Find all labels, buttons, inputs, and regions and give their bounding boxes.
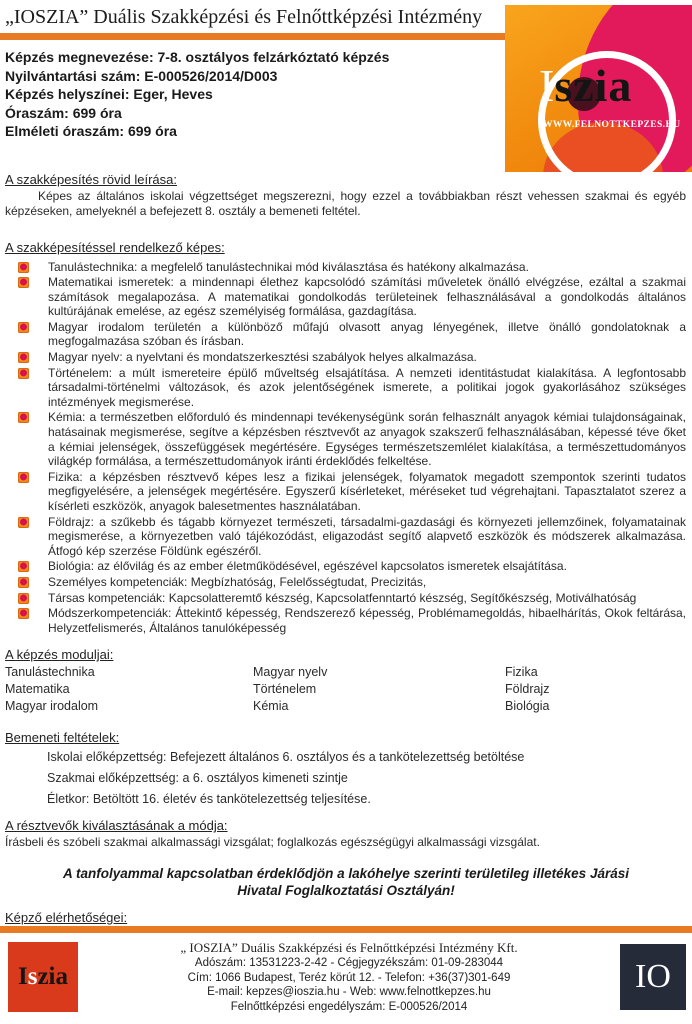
list-item [18,275,686,319]
selection-method-text: Írásbeli és szóbeli szakmai alkalmassági vizsgálat; foglalkozás egészségügyi alkalmassági vizsgálat. [5,835,540,850]
competence-list [0,260,692,636]
footer-licence-line: Felnőttképzési engedélyszám: E-000526/2014 [230,1001,468,1014]
list-item [18,366,686,410]
theory-hours-line: Elméleti óraszám: 699 óra [5,123,177,139]
module-column [505,664,692,715]
ioszia-bullet-icon [18,577,29,588]
list-item [18,470,686,514]
ioszia-bullet-icon [18,352,29,363]
footer-ioszia-logo [8,942,78,1012]
competence-text: Fizika: a képzésben résztvevő képes lesz a fizikai jelenségek, folyamatok megadott szempontok szerinti tudatos megfigyelésére, a jelenségek megértésére. Egyszerű kísérleteket, méréseket tud végrehajtani. Tapasztalatot szerez a kísérleti eszközök, anyagok balesetmentes használatában. [48,469,686,513]
section-heading-competences: A szakképesítéssel rendelkező képes: [5,239,225,255]
footer-text-block [78,940,620,1015]
list-item [18,575,686,590]
list-item [18,591,686,606]
competence-text: Kémia: a természetben előforduló és mindennapi tevékenységünk során felhasznált anyagok kémiai tulajdonságainak, hatásainak megismerése, segítve a képzésben résztvevőt az anyagok szakszerű felhasználásában, képessé téve őket a kémiai jelenségek, összefüggések megértésére. Egységes természetszemlélet kialakítása, a természettudományos világkép formálása, a természettudományok iránti érdeklődés felkeltése. [48,410,686,469]
ioszia-bullet-icon [18,517,29,528]
ioszia-bullet-icon [18,412,29,423]
course-info-block [5,48,485,141]
module-item: Kémia [253,699,289,714]
section-heading-selection: A résztvevők kiválasztásának a módja: [5,818,228,834]
ioszia-bullet-icon [18,608,29,619]
section-heading-contact: Képző elérhetőségei: [5,909,128,925]
footer-io-logo: IO [620,944,686,1010]
ioszia-bullet-icon [18,472,29,483]
competence-text: Matematikai ismeretek: a mindennapi élethez kapcsolódó számítási műveletek önálló elvégzése, ezáltal a szakmai számítások megalapozása. A matematikai gondolkodás területeinek felhasználásával a gondolkodás általános kultúrájának emelése, az egész személyiség formálása, gazdagítása. [48,275,686,319]
hours-line: Óraszám: 699 óra [5,104,122,121]
module-item: Földrajz [505,682,550,697]
course-name-line: Képzés megnevezése: 7-8. osztályos felzárkóztató képzés [5,49,390,65]
list-item [18,350,686,365]
list-item [18,410,686,468]
competence-text: Társas kompetenciák: Kapcsolatteremtő készség, Kapcsolatfenntartó készség, Segítőkészség, Motiválhatóság [48,590,637,605]
page-title: „IOSZIA” Duális Szakképzési és Felnőttképzési Intézmény [5,6,483,28]
module-item: Biológia [505,699,550,714]
list-item [18,606,686,635]
short-description-text: Képes az általános iskolai végzettséget megszerezni, hogy ezzel a továbbiakban részt vehessen szakmai és egyéb képzéseken, amelyeknél a befejezett 8. osztály a bemeneti feltétel. [5,188,686,218]
logo-wordmark-szia: szia [554,60,633,111]
district-office-notice: A tanfolyammal kapcsolatban érdeklődjön a lakóhelye szerinti területileg illetékes Járási Hivatal Foglalkoztatási Osztályán! [63,865,629,899]
logo-wordmark-i: I [539,60,555,111]
section-heading-entry-conditions: Bemeneti feltételek: [5,730,120,746]
list-item [18,515,686,559]
entry-condition-professional: Szakmai előképzettség: a 6. osztályos kimeneti szintje [47,771,348,786]
competence-text: Módszerkompetenciák: Áttekintő képesség, Rendszerező képesség, Problémamegoldás, hibaelhárítás, Okok feltárása, Helyzetfelismerés, Általános tanulóképesség [48,606,686,635]
competence-text: Magyar nyelv: a nyelvtani és mondatszerkesztési szabályok helyes alkalmazása. [48,350,477,365]
ioszia-bullet-icon [18,277,29,288]
module-item: Matematika [5,682,70,697]
footer-content [0,933,692,1024]
module-item: Magyar nyelv [253,665,328,680]
entry-condition-school: Iskolai előképzettség: Befejezett általános 6. osztályos és a tankötelezettség betöltése [47,750,525,765]
footer-company-name: „ IOSZIA” Duális Szakképzési és Felnőttképzési Intézmény Kft. [180,939,518,955]
module-grid [5,664,692,715]
competence-text: Történelem: a múlt ismereteire épülő műveltség elsajátítása. A nemzeti identitástudat kialakítása. A legfontosabb társadalmi-történelmi változások, és azok jelentőségének ismerete, a politikai jogok gyakorlásához szükséges intézmények megismerése. [48,365,686,409]
ioszia-bullet-icon [18,593,29,604]
module-item: Történelem [253,682,317,697]
competence-text: Földrajz: a szűkebb és tágabb környezet természeti, társadalmi-gazdasági és környezeti jellemzőinek, folyamatainak megismerése, a környezetben való tájékozódást, eligazodást segítő alapvető eszközök és módszerek alkalmazása. Átfogó kép szerzése Földünk egészéről. [48,514,686,558]
locations-line: Képzés helyszínei: Eger, Heves [5,86,213,102]
module-item: Magyar irodalom [5,699,99,714]
ioszia-bullet-icon [18,322,29,333]
list-item [18,320,686,349]
footer-divider [0,926,692,933]
footer-address-line: Cím: 1066 Budapest, Teréz körút 12. - Telefon: +36(37)301-649 [187,971,511,984]
registration-number-line: Nyilvántartási szám: E-000526/2014/D003 [5,67,278,84]
module-item: Tanulástechnika [5,665,95,680]
entry-condition-age: Életkor: Betöltött 16. életév és tankötelezettség teljesítése. [47,792,371,807]
footer-tax-line: Adószám: 13531223-2-42 - Cégjegyzékszám: 01-09-283044 [194,956,504,969]
ioszia-bullet-icon [18,561,29,572]
footer-logo-s: s [27,963,38,991]
module-column [5,664,253,715]
section-heading-short-description: A szakképesítés rövid leírása: [5,171,177,187]
section-heading-modules: A képzés moduljai: [5,647,114,663]
footer-logo-i: I [17,963,28,991]
footer [0,922,692,1024]
competence-text: Biológia: az élővilág és az ember életműködésével, egészével kapcsolatos ismeretek elsajátítása. [48,559,567,574]
footer-email-web-line: E-mail: kepzes@ioszia.hu - Web: www.felnottkepzes.hu [207,986,491,999]
module-item: Fizika [505,665,538,680]
ioszia-bullet-icon [18,368,29,379]
ioszia-bullet-icon [18,262,29,273]
module-column [253,664,505,715]
footer-logo-zia: zia [37,963,68,991]
competence-text: Személyes kompetenciák: Megbízhatóság, Felelősségtudat, Precizitás, [48,574,427,589]
ioszia-logo [505,5,692,172]
logo-wordmark [539,60,633,111]
logo-url-text: WWW.FELNOTTKEPZES.HU [543,120,681,130]
list-item [18,260,686,275]
list-item [18,559,686,574]
competence-text: Tanulástechnika: a megfelelő tanulástechnikai mód kiválasztása és hatékony alkalmazása. [48,259,529,274]
competence-text: Magyar irodalom területén a különböző műfajú olvasott anyag lényegének, illetve önálló gondolatoknak a megfogalmazása szóban és írásban. [48,319,686,349]
